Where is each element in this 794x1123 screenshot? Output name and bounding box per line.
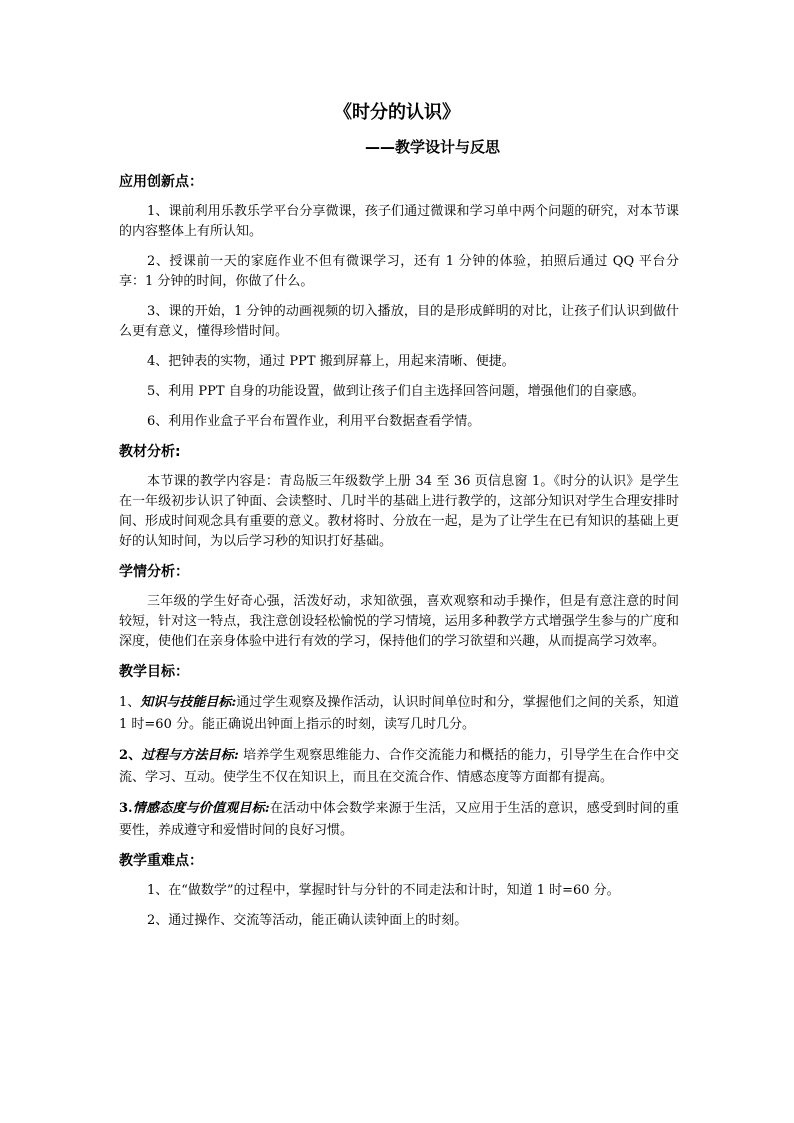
paragraph: 4、把钟表的实物，通过 PPT 搬到屏幕上，用起来清晰、便捷。 bbox=[147, 354, 515, 369]
goal-item bbox=[119, 692, 679, 736]
goal-number: 1、 bbox=[119, 695, 141, 710]
paragraph: 本节课的教学内容是：青岛版三年级数学上册 34 至 36 页信息窗 1。《时分的认识》是学生在一年级初步认识了钟面、会读整时、几时半的基础上进行教学的，这部分知识对学生合理安排时间、形成时间观念具有重要的意义。教材将时、分放在一起，是为了让学生在已有知识的基础上更好的认知时间，为以后学习秒的知识打好基础。 bbox=[119, 474, 679, 549]
section-goals bbox=[119, 662, 679, 842]
paragraph: 1、课前利用乐教乐学平台分享微课，孩子们通过微课和学习单中两个问题的研究，对本节课的内容整体上有所认知。 bbox=[119, 204, 679, 239]
section-keypoints bbox=[119, 851, 679, 931]
goal-title: 情感态度与价值观目标: bbox=[132, 801, 270, 816]
paragraph: 1、在“做数学”的过程中，掌握时针与分针的不同走法和计时，知道 1 时=60 分。 bbox=[147, 883, 620, 898]
section-heading: 教材分析: bbox=[119, 444, 181, 460]
goal-number: 2、 bbox=[119, 748, 142, 763]
goal-number: 3. bbox=[119, 801, 133, 816]
goal-text: 通过学生观察及操作活动，认识时间单位时和分，掌握他们之间的关系，知道 1 时=60 分。能正确说出钟面上指示的时刻，读写几时几分。 bbox=[119, 695, 679, 732]
goal-title: 过程与方法目标: bbox=[141, 748, 239, 763]
paragraph: 5、利用 PPT 自身的功能设置，做到让孩子们自主选择回答问题，增强他们的自豪感。 bbox=[147, 384, 645, 399]
section-heading: 教学重难点： bbox=[119, 853, 203, 869]
section-material bbox=[119, 442, 679, 552]
section-heading: 教学目标： bbox=[119, 664, 189, 680]
section-innovation bbox=[119, 172, 679, 432]
goal-item bbox=[119, 745, 679, 789]
goal-item bbox=[119, 798, 679, 842]
goal-title: 知识与技能目标: bbox=[140, 695, 237, 710]
document-subtitle: ——教学设计与反思 bbox=[365, 138, 501, 156]
section-students bbox=[119, 562, 679, 652]
paragraph: 三年级的学生好奇心强，活泼好动，求知欲强，喜欢观察和动手操作，但是有意注意的时间较短，针对这一特点，我注意创设轻松愉悦的学习情境，运用多种教学方式增强学生参与的广度和深度，使他们在亲身体验中进行有效的学习，保持他们的学习欲望和兴趣，从而提高学习效率。 bbox=[119, 594, 679, 649]
paragraph: 3、课的开始，1 分钟的动画视频的切入播放，目的是形成鲜明的对比，让孩子们认识到做什么更有意义，懂得珍惜时间。 bbox=[119, 304, 679, 339]
paragraph: 6、利用作业盒子平台布置作业，利用平台数据查看学情。 bbox=[147, 414, 481, 429]
paragraph: 2、授课前一天的家庭作业不但有微课学习，还有 1 分钟的体验，拍照后通过 QQ 平台分享：1 分钟的时间，你做了什么。 bbox=[119, 254, 679, 289]
document-body bbox=[119, 172, 679, 941]
paragraph: 2、通过操作、交流等活动，能正确认读钟面上的时刻。 bbox=[147, 913, 468, 928]
goal-text: 在活动中体会数学来源于生活，又应用于生活的意识，感受到时间的重要性，养成遵守和爱惜时间的良好习惯。 bbox=[119, 801, 679, 838]
document-title: 《时分的认识》 bbox=[334, 102, 460, 123]
goal-text: 培养学生观察思维能力、合作交流能力和概括的能力，引导学生在合作中交流、学习、互动。使学生不仅在知识上，而且在交流合作、情感态度等方面都有提高。 bbox=[119, 748, 680, 785]
section-heading: 学情分析： bbox=[119, 564, 189, 580]
section-heading: 应用创新点： bbox=[119, 174, 203, 190]
